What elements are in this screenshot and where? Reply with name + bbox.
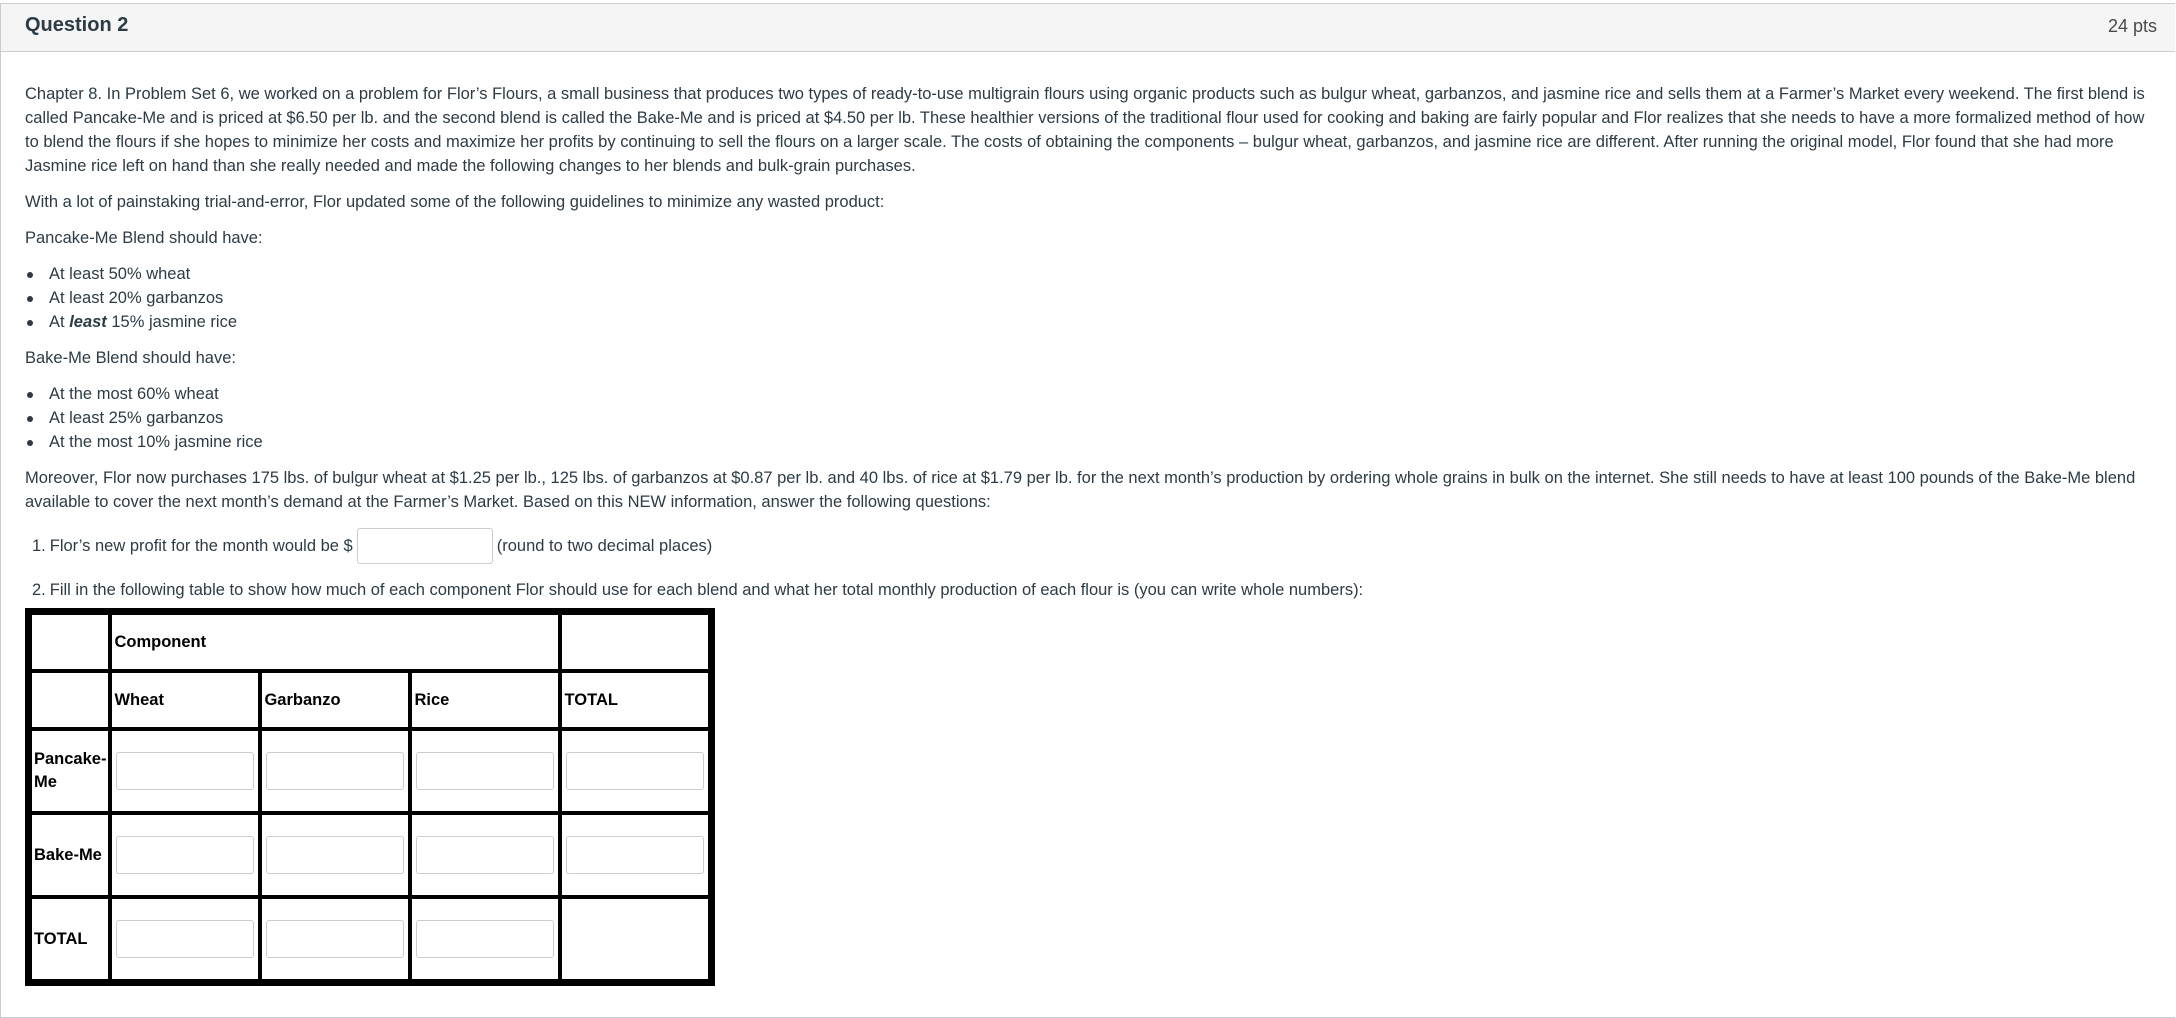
column-header-wheat: Wheat [110, 671, 260, 729]
table-cell [110, 729, 260, 813]
question-1-suffix: (round to two decimal places) [496, 537, 713, 555]
table-cell [410, 897, 560, 981]
moreover-paragraph: Moreover, Flor now purchases 175 lbs. of bulgur wheat at $1.25 per lb., 125 lbs. of garbanzos at $0.87 per lb. and 40 lbs. of rice at $1.79 per lb. for the next month’s production by ordering whole grains in bulk on the internet. She still needs to have at least 100 pounds of the Bake-Me blend available to cover the next month’s demand at the Farmer’s Market. Based on this NEW information, answer the following questions: [25, 469, 2136, 511]
bake-rules-list [25, 382, 2155, 454]
empty-total-cell [560, 897, 710, 981]
table-cell [560, 813, 710, 897]
total-garbanzo-input[interactable] [266, 920, 404, 958]
question-title: Question 2 [25, 14, 129, 36]
rule-emphasis: least [69, 313, 107, 331]
empty-row-label-cell [30, 671, 110, 729]
bake-total-input[interactable] [566, 836, 704, 874]
rule-prefix: At [49, 313, 70, 331]
row-header-pancake: Pancake-Me [30, 729, 110, 813]
row-header-bake: Bake-Me [30, 813, 110, 897]
pancake-rice-input[interactable] [416, 752, 554, 790]
component-header: Component [110, 613, 560, 671]
column-header-total: TOTAL [560, 671, 710, 729]
pancake-wheat-input[interactable] [116, 752, 254, 790]
list-item: At least 25% garbanzos [25, 406, 2155, 430]
total-wheat-input[interactable] [116, 920, 254, 958]
bake-garbanzo-input[interactable] [266, 836, 404, 874]
question-1-prefix: Flor’s new profit for the month would be $ [49, 537, 353, 555]
column-header-garbanzo: Garbanzo [260, 671, 410, 729]
pancake-garbanzo-input[interactable] [266, 752, 404, 790]
list-item: At the most 60% wheat [25, 382, 2155, 406]
table-cell [260, 813, 410, 897]
question-2-text: Fill in the following table to show how much of each component Flor should use for each blend and what her total monthly production of each flour is (you can write whole numbers): [49, 581, 1364, 599]
table-cell [110, 897, 260, 981]
rule-suffix: 15% jasmine rice [106, 313, 238, 331]
empty-corner-cell [30, 613, 110, 671]
list-item: At least 50% wheat [25, 262, 2155, 286]
intro-paragraph: Chapter 8. In Problem Set 6, we worked on a problem for Flor’s Flours, a small business that produces two types of ready-to-use multigrain flours using organic products such as bulgur wheat, garbanzos, and jasmine rice and sells them at a Farmer’s Market every weekend. The first blend is called Pancake-Me and is priced at $6.50 per lb. and the second blend is called the Bake-Me and is priced at $4.50 per lb. These healthier versions of the traditional flour used for cooking and baking are fairly popular and Flor realizes that she needs to have a more formalized method of how to blend the flours if she hopes to minimize her costs and maximize her profits by continuing to sell the flours on a larger scale. The costs of obtaining the components – bulgur wheat, garbanzos, and jasmine rice are different. After running the original model, Flor found that she had more Jasmine rice left on hand than she really needed and made the following changes to her blends and bulk-grain purchases. [25, 85, 2145, 175]
row-header-total: TOTAL [30, 897, 110, 981]
pancake-rules-list [25, 262, 2155, 334]
question-body [25, 82, 2155, 986]
question-2-number: 2. [32, 581, 46, 599]
question-header [1, 4, 2175, 52]
component-table [25, 608, 715, 986]
profit-input[interactable] [357, 528, 493, 564]
total-rice-input[interactable] [416, 920, 554, 958]
list-item [25, 310, 2155, 334]
empty-header-cell [560, 613, 710, 671]
list-item: At least 20% garbanzos [25, 286, 2155, 310]
guidelines-paragraph: With a lot of painstaking trial-and-error, Flor updated some of the following guidelines to minimize any wasted product: [25, 193, 885, 211]
question-points: 24 pts [2107, 16, 2157, 36]
question-1-number: 1. [32, 537, 46, 555]
table-cell [110, 813, 260, 897]
table-cell [410, 813, 560, 897]
question-2-line [32, 578, 2155, 602]
question-card [0, 3, 2175, 1018]
pancake-total-input[interactable] [566, 752, 704, 790]
bake-wheat-input[interactable] [116, 836, 254, 874]
bake-heading: Bake-Me Blend should have: [25, 349, 236, 367]
column-header-rice: Rice [410, 671, 560, 729]
table-cell [560, 729, 710, 813]
pancake-heading: Pancake-Me Blend should have: [25, 229, 263, 247]
question-1-line [32, 528, 2155, 564]
table-cell [410, 729, 560, 813]
bake-rice-input[interactable] [416, 836, 554, 874]
list-item: At the most 10% jasmine rice [25, 430, 2155, 454]
table-cell [260, 897, 410, 981]
table-cell [260, 729, 410, 813]
